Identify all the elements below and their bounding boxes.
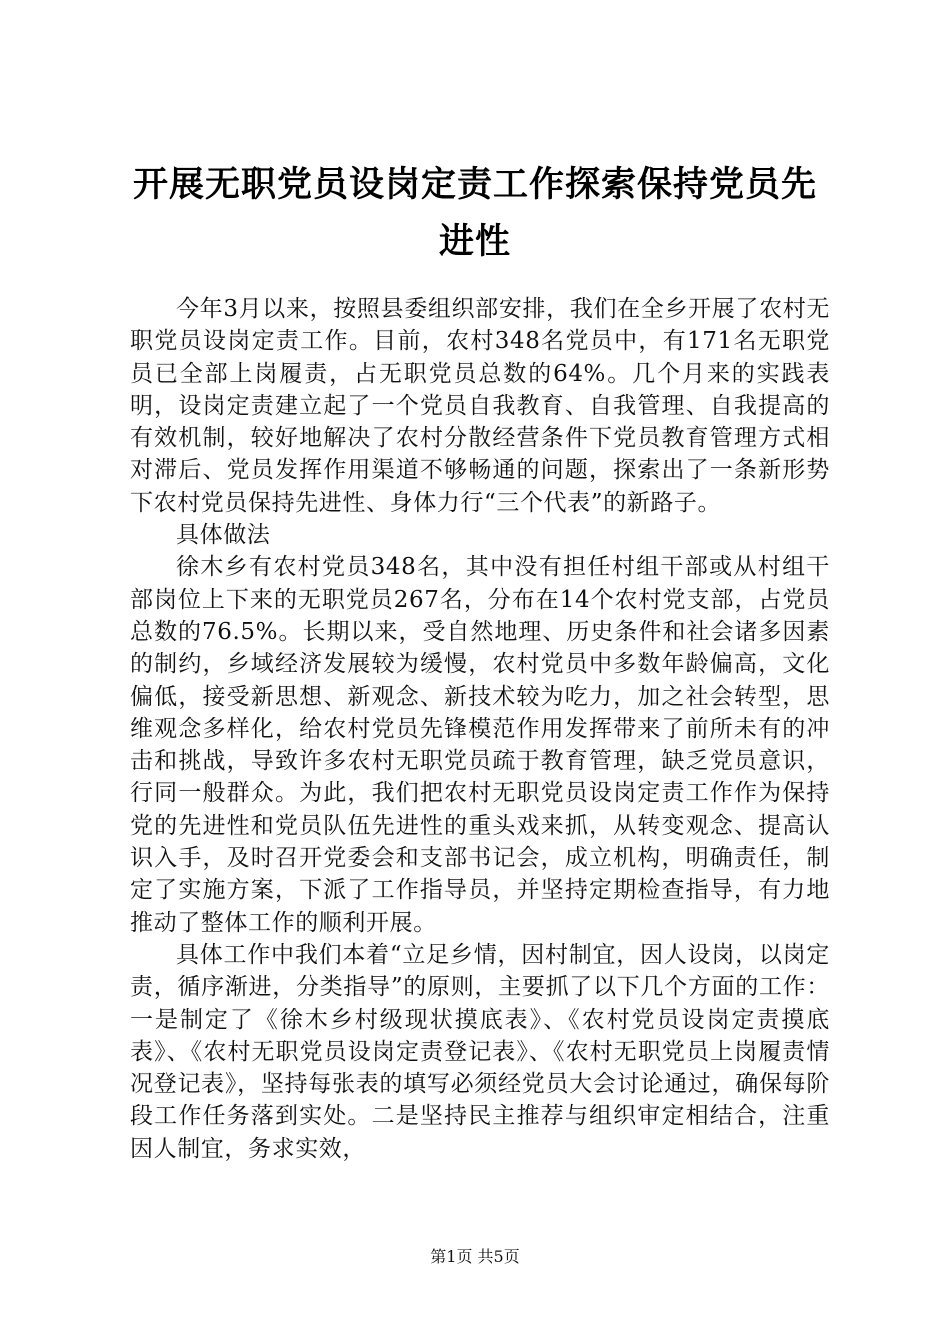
paragraph-work-methods: 具体工作中我们本着“立足乡情，因村制宜，因人设岗，以岗定责，循序渐进，分类指导”的原则，主要抓了以下几个方面的工作：一是制定了《徐木乡村级现状摸底表》、《农村党员设岗定责摸底表》、《农村无职党员设岗定责登记表》、《农村无职党员上岗履责情况登记表》，坚持每张表的填写必须经党员大会讨论通过，确保每阶段工作任务落到实处。二是坚持民主推荐与组织审定相结合，注重因人制宜，务求实效， (130, 941, 830, 1162)
page-footer: 第1页 共5页 (430, 1247, 520, 1266)
section-heading-practice: 具体做法 (176, 522, 271, 549)
paragraph-background: 徐木乡有农村党员348名，其中没有担任村组干部或从村组干部岗位上下来的无职党员267名，分布在14个农村党支部，占党员总数的76.5%。长期以来，受自然地理、历史条件和社会诸多因素的制约，乡域经济发展较为缓慢，农村党员中多数年龄偏高，文化偏低，接受新思想、新观念、新技术较为吃力，加之社会转型，思维观念多样化，给农村党员先锋模范作用发挥带来了前所未有的冲击和挑战，导致许多农村无职党员疏于教育管理，缺乏党员意识，行同一般群众。为此，我们把农村无职党员设岗定责工作作为保持党的先进性和党员队伍先进性的重头戏来抓，从转变观念、提高认识入手，及时召开党委会和支部书记会，成立机构，明确责任，制定了实施方案，下派了工作指导员，并坚持定期检查指导，有力地推动了整体工作的顺利开展。 (130, 554, 830, 936)
document-body (130, 293, 830, 1165)
document-title: 开展无职党员设岗定责工作探索保持党员先进性 (132, 164, 817, 262)
paragraph-intro: 今年3月以来，按照县委组织部安排，我们在全乡开展了农村无职党员设岗定责工作。目前，农村348名党员中，有171名无职党员已全部上岗履责，占无职党员总数的64%。几个月来的实践表明，设岗定责建立起了一个党员自我教育、自我管理、自我提高的有效机制，较好地解决了农村分散经营条件下党员教育管理方式相对滞后、党员发挥作用渠道不够畅通的问题，探索出了一条新形势下农村党员保持先进性、身体力行“三个代表”的新路子。 (130, 296, 830, 516)
